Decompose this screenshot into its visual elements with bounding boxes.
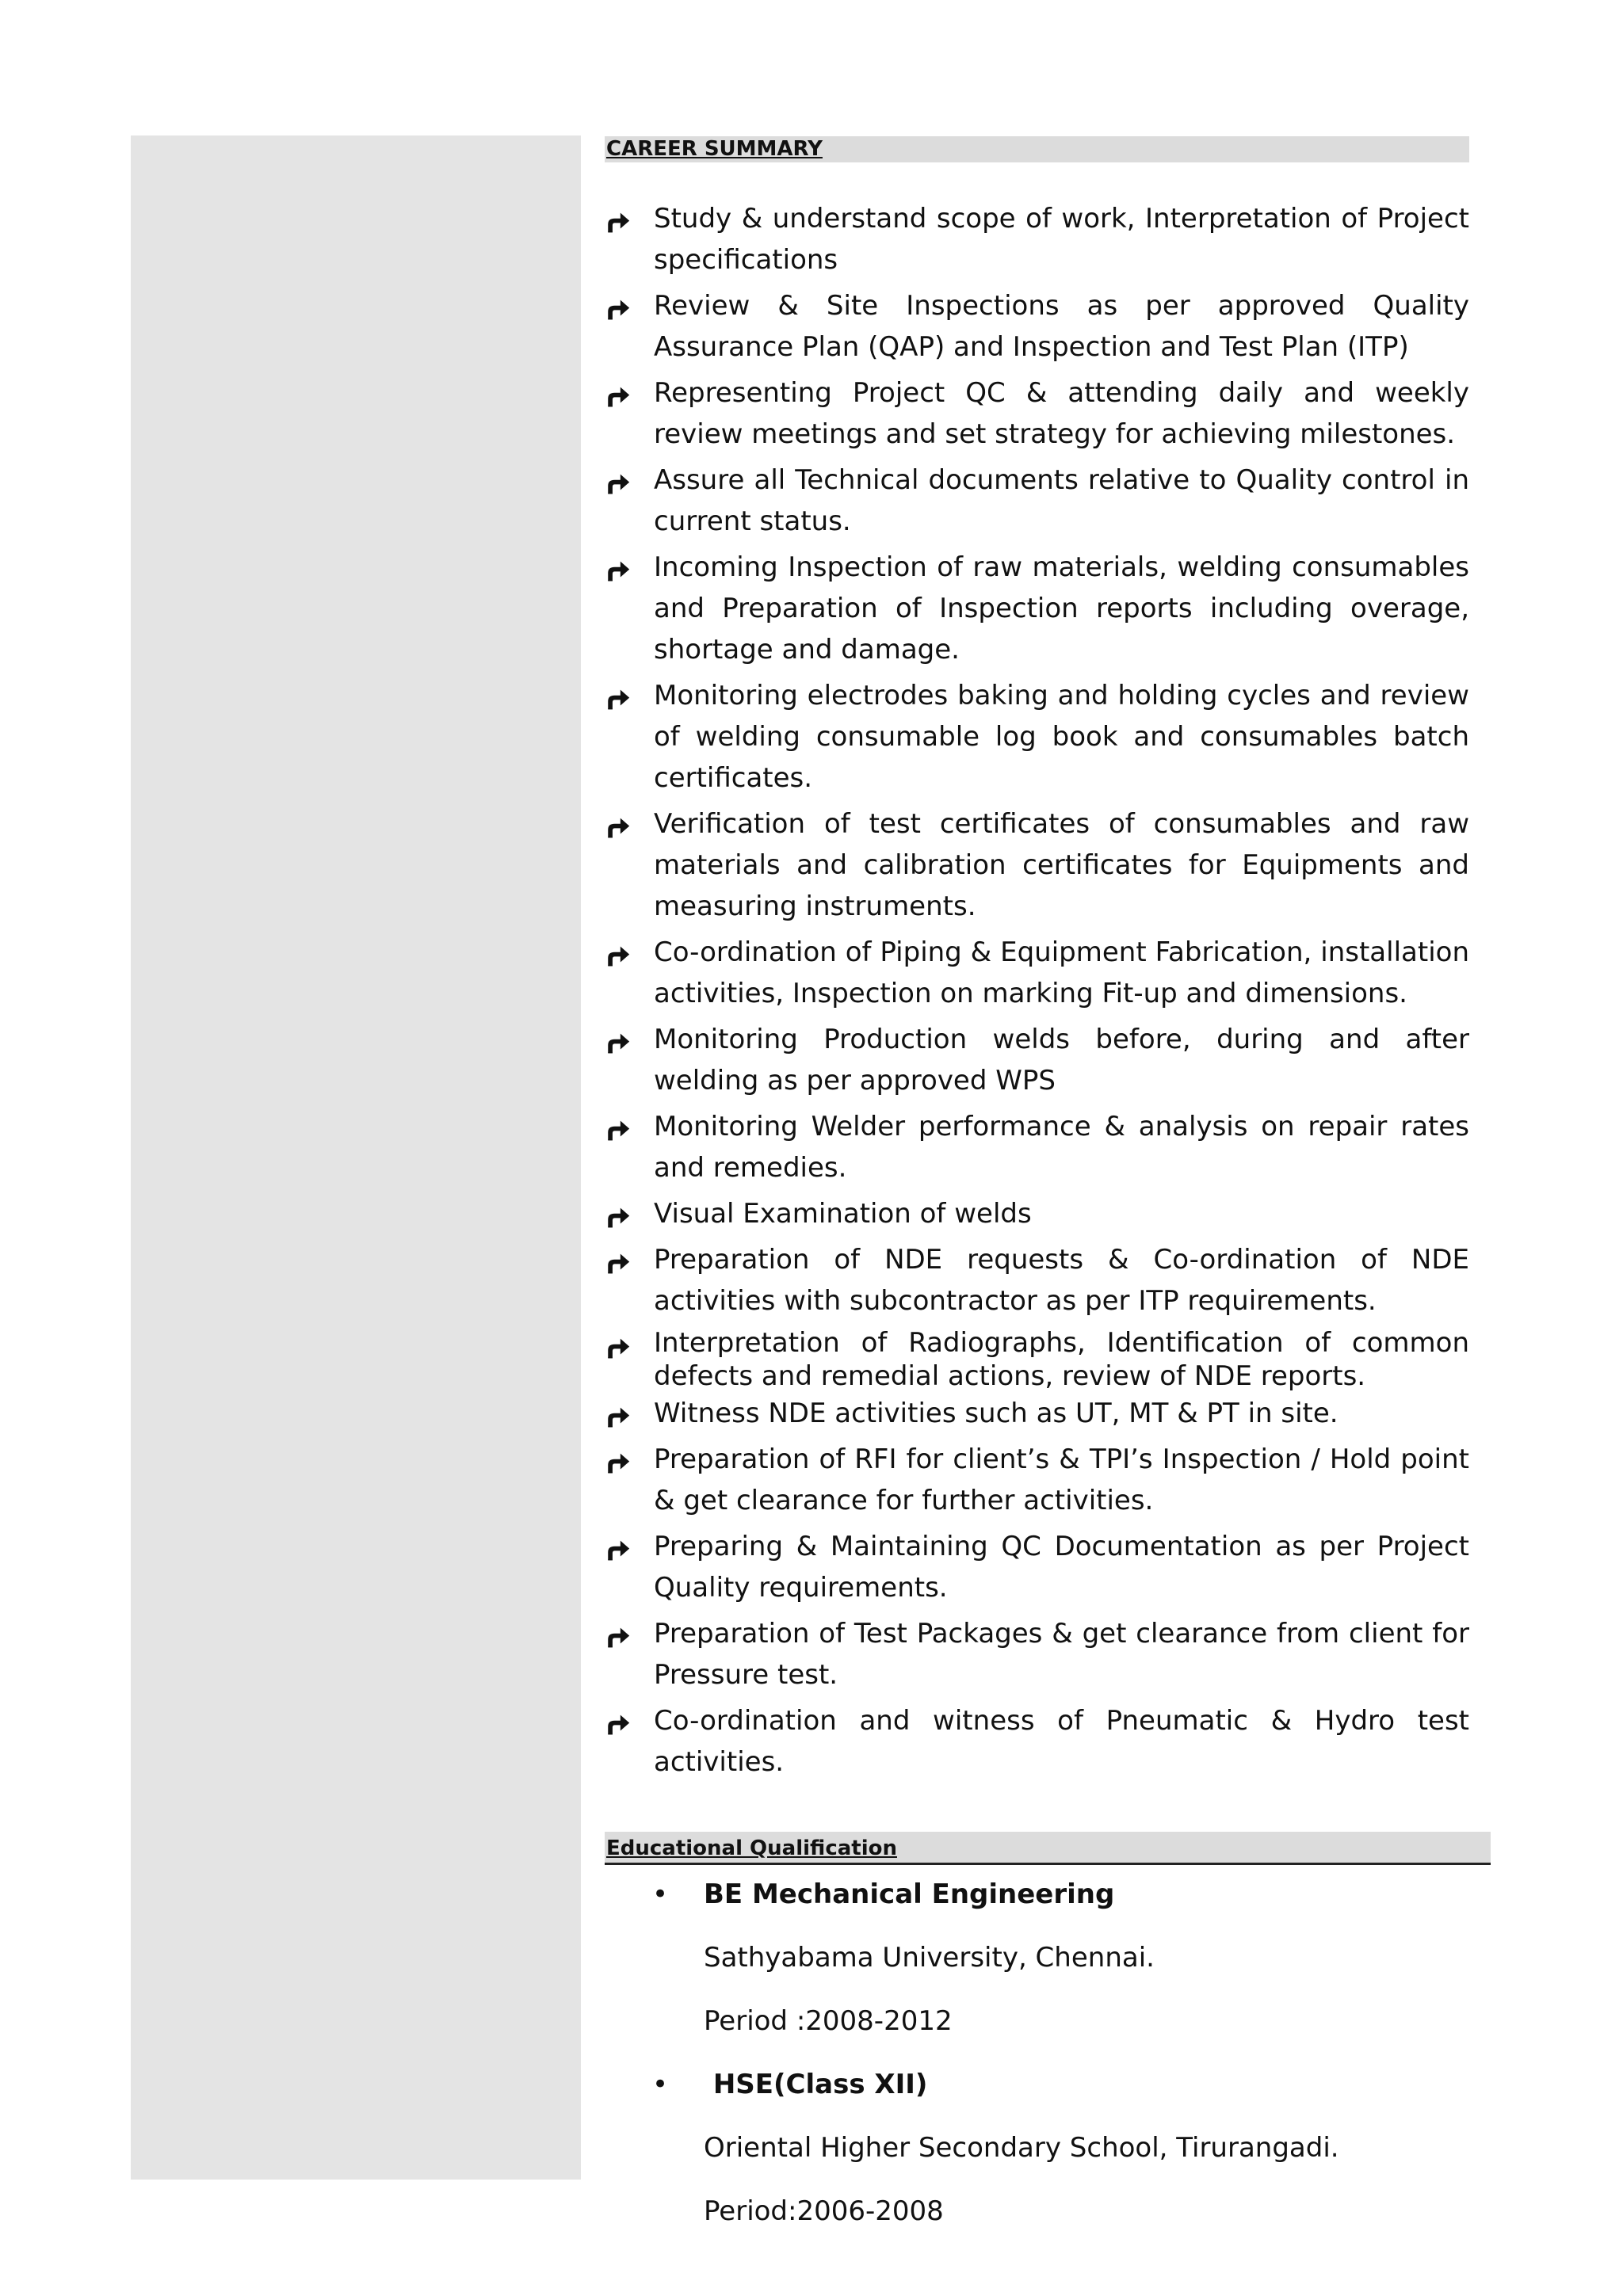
pointing-arrow-icon — [605, 1447, 632, 1474]
pointing-arrow-icon — [605, 1201, 632, 1228]
career-summary-item — [605, 198, 1469, 280]
pointing-arrow-icon — [605, 555, 632, 582]
career-summary-text: Monitoring Production welds before, during and after welding as per approved WPS — [654, 1024, 1469, 1097]
career-summary-text: Co-ordination and witness of Pneumatic & Hydro test activities. — [654, 1705, 1469, 1778]
study-period: Period :2008-2012 — [704, 2005, 953, 2037]
career-summary-item — [605, 1106, 1469, 1188]
degree-title: HSE(Class XII) — [704, 2069, 928, 2100]
career-summary-item — [605, 803, 1469, 927]
pointing-arrow-icon — [605, 380, 632, 407]
bullet-dot-icon: • — [652, 2069, 669, 2100]
degree-title: BE Mechanical Engineering — [704, 1878, 1115, 1910]
education-list — [605, 1874, 1469, 2232]
education-entry — [605, 2064, 1469, 2232]
career-summary-text: Co-ordination of Piping & Equipment Fabrication, installation activities, Inspection on marking Fit-up and dimensions. — [654, 936, 1469, 1009]
pointing-arrow-icon — [605, 293, 632, 320]
bullet-dot-icon: • — [652, 1878, 669, 1910]
pointing-arrow-icon — [605, 940, 632, 967]
pointing-arrow-icon — [605, 1401, 632, 1428]
institution-name: Sathyabama University, Chennai. — [704, 1942, 1155, 1974]
pointing-arrow-icon — [605, 1247, 632, 1274]
career-summary-heading: CAREER SUMMARY — [605, 136, 1469, 162]
career-summary-text: Preparation of NDE requests & Co-ordination of NDE activities with subcontractor as per ITP requirements. — [654, 1244, 1469, 1317]
pointing-arrow-icon — [605, 1708, 632, 1735]
education-entry — [605, 1874, 1469, 2042]
pointing-arrow-icon — [605, 683, 632, 710]
career-summary-item — [605, 1613, 1469, 1695]
career-summary-text: Preparation of Test Packages & get clearance from client for Pressure test. — [654, 1618, 1469, 1691]
left-sidebar-panel — [131, 135, 581, 2180]
pointing-arrow-icon — [605, 206, 632, 233]
career-summary-list — [605, 198, 1469, 1787]
career-summary-text: Visual Examination of welds — [654, 1198, 1032, 1230]
career-summary-text: Incoming Inspection of raw materials, welding consumables and Preparation of Inspection reports including overage, shortage and damage. — [654, 551, 1469, 666]
career-summary-text: Interpretation of Radiographs, Identification of common defects and remedial actions, review of NDE reports. — [654, 1327, 1469, 1392]
pointing-arrow-icon — [605, 1027, 632, 1054]
career-summary-text: Preparation of RFI for client’s & TPI’s Inspection / Hold point & get clearance for further activities. — [654, 1444, 1469, 1516]
career-summary-text: Representing Project QC & attending daily and weekly review meetings and set strategy for achieving milestones. — [654, 377, 1469, 450]
pointing-arrow-icon — [605, 1334, 632, 1361]
career-summary-item — [605, 285, 1469, 368]
career-summary-item — [605, 1700, 1469, 1783]
career-summary-item — [605, 1019, 1469, 1101]
education-heading: Educational Qualification — [605, 1832, 1491, 1865]
career-summary-item — [605, 547, 1469, 670]
career-summary-item — [605, 1193, 1469, 1234]
career-summary-text: Assure all Technical documents relative to Quality control in current status. — [654, 464, 1469, 537]
career-summary-text: Review & Site Inspections as per approved Quality Assurance Plan (QAP) and Inspection and Test Plan (ITP) — [654, 290, 1469, 363]
career-summary-text: Verification of test certificates of consumables and raw materials and calibration certificates for Equipments and measuring instruments. — [654, 808, 1469, 922]
pointing-arrow-icon — [605, 467, 632, 494]
pointing-arrow-icon — [605, 811, 632, 838]
career-summary-item — [605, 1326, 1469, 1393]
career-summary-item — [605, 1439, 1469, 1521]
pointing-arrow-icon — [605, 1114, 632, 1141]
career-summary-text: Monitoring electrodes baking and holding cycles and review of welding consumable log book and consumables batch certificates. — [654, 680, 1469, 794]
career-summary-text: Preparing & Maintaining QC Documentation as per Project Quality requirements. — [654, 1531, 1469, 1604]
pointing-arrow-icon — [605, 1621, 632, 1648]
institution-name: Oriental Higher Secondary School, Tirurangadi. — [704, 2132, 1339, 2164]
career-summary-text: Study & understand scope of work, Interpretation of Project specifications — [654, 203, 1469, 276]
career-summary-item — [605, 460, 1469, 542]
career-summary-text: Witness NDE activities such as UT, MT & PT in site. — [654, 1398, 1338, 1429]
career-summary-item — [605, 1393, 1469, 1434]
career-summary-item — [605, 932, 1469, 1014]
career-summary-text: Monitoring Welder performance & analysis on repair rates and remedies. — [654, 1111, 1469, 1184]
career-summary-item — [605, 372, 1469, 455]
career-summary-item — [605, 1239, 1469, 1322]
career-summary-item — [605, 1526, 1469, 1608]
pointing-arrow-icon — [605, 1534, 632, 1561]
study-period: Period:2006-2008 — [704, 2195, 944, 2227]
career-summary-item — [605, 675, 1469, 799]
